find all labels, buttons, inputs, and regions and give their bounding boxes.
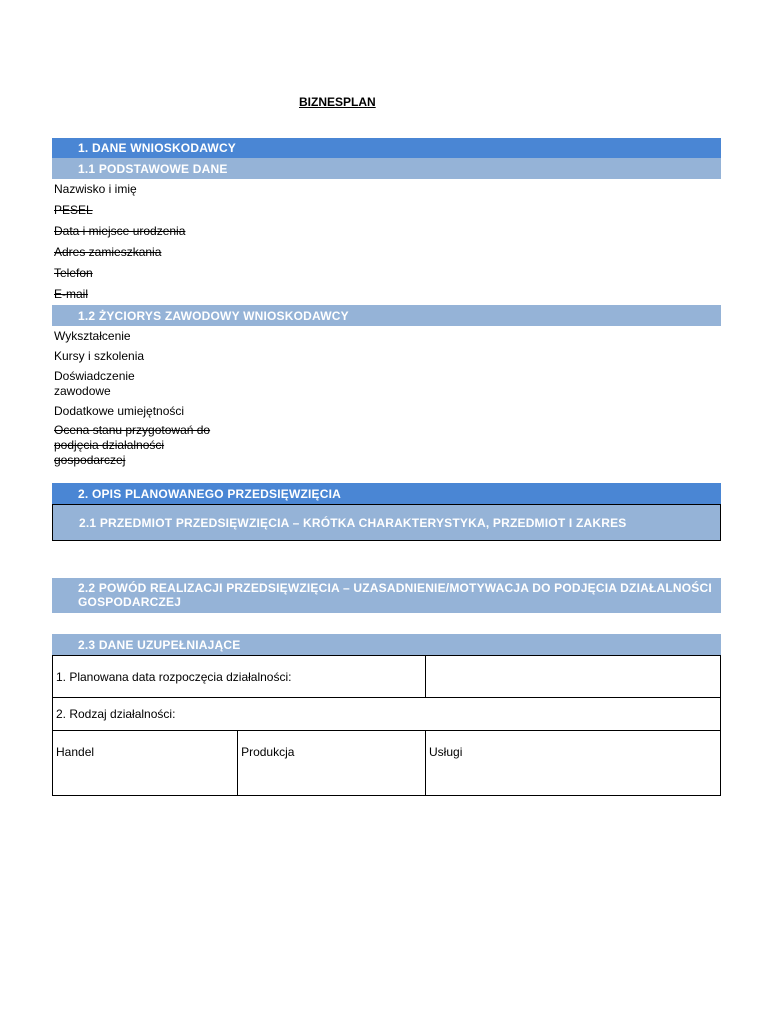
activity-option-services[interactable]: Usługi	[426, 731, 721, 796]
section-2-header: 2. OPIS PLANOWANEGO PRZEDSIĘWZIĘCIA	[52, 483, 721, 504]
field-courses: Kursy i szkolenia	[54, 349, 145, 363]
activity-type-label: 2. Rodzaj działalności:	[53, 698, 721, 731]
field-phone: Telefon	[54, 266, 93, 280]
field-education: Wykształcenie	[54, 329, 131, 343]
activity-option-trade[interactable]: Handel	[53, 731, 238, 796]
section-1-header: 1. DANE WNIOSKODAWCY	[52, 138, 721, 158]
field-address: Adres zamieszkania	[54, 245, 162, 259]
field-full-name: Nazwisko i imię	[54, 182, 137, 196]
field-additional-skills: Dodatkowe umiejętności	[54, 404, 185, 418]
section-1-1-header: 1.1 PODSTAWOWE DANE	[52, 158, 721, 179]
document-title: BIZNESPLAN	[299, 95, 376, 109]
field-preparation-assessment: Ocena stanu przygotowań do podjęcia działalności gospodarczej	[54, 423, 211, 467]
section-2-2-header: 2.2 POWÓD REALIZACJI PRZEDSIĘWZIĘCIA – UZASADNIENIE/MOTYWACJA DO PODJĘCIA DZIAŁALNOŚCI GOSPODARCZEJ	[52, 578, 721, 613]
section-2-3-header: 2.3 DANE UZUPEŁNIAJĄCE	[52, 634, 721, 655]
field-experience: Doświadczenie zawodowe	[54, 369, 135, 398]
section-1-2-header: 1.2 ŻYCIORYS ZAWODOWY WNIOSKODAWCY	[52, 305, 721, 326]
field-email: E-mail	[54, 287, 89, 301]
start-date-input[interactable]	[426, 656, 721, 698]
supplementary-data-table	[52, 655, 721, 796]
activity-option-production[interactable]: Produkcja	[238, 731, 426, 796]
start-date-label: 1. Planowana data rozpoczęcia działalności:	[53, 656, 426, 698]
section-2-1-header: 2.1 PRZEDMIOT PRZEDSIĘWZIĘCIA – KRÓTKA CHARAKTERYSTYKA, PRZEDMIOT I ZAKRES	[52, 504, 721, 541]
field-pesel: PESEL	[54, 203, 93, 217]
field-birth-date-place: Data i miejsce urodzenia	[54, 224, 186, 238]
